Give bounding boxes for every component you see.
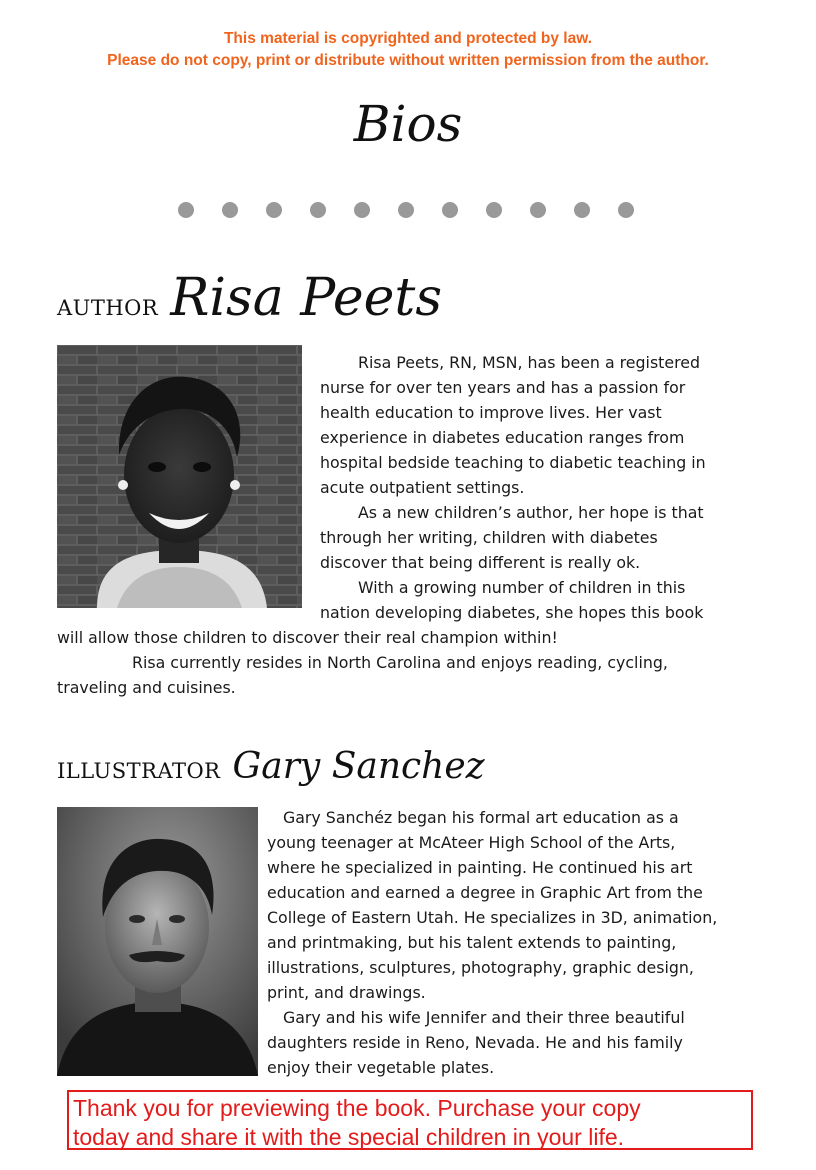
illustrator-heading <box>57 744 485 790</box>
illustrator-name: Gary Sanchez <box>232 746 485 787</box>
author-heading <box>57 266 442 330</box>
illustrator-bio-line: and printmaking, but his talent extends to painting, <box>267 933 677 952</box>
author-bio <box>320 350 760 625</box>
author-bio-line: nation developing diabetes, she hopes this book <box>320 603 704 622</box>
divider-dot <box>178 202 194 218</box>
page-title: Bios <box>353 95 463 153</box>
author-bio-line: experience in diabetes education ranges from <box>320 428 685 447</box>
illustrator-bio <box>267 805 767 1080</box>
divider-dot <box>618 202 634 218</box>
illustrator-portrait-image <box>57 807 258 1076</box>
illustrator-bio-line: where he specialized in painting. He continued his art <box>267 858 693 877</box>
illustrator-bio-line: print, and drawings. <box>267 983 426 1002</box>
illustrator-role-label: ILLUSTRATOR <box>57 759 221 783</box>
illustrator-bio-line: Gary Sanchéz began his formal art education as a <box>283 808 679 827</box>
divider-dot <box>354 202 370 218</box>
author-bio-line: acute outpatient settings. <box>320 478 525 497</box>
author-bio-line: As a new children’s author, her hope is that <box>358 503 704 522</box>
preview-notice-line-2: today and share it with the special children in your life. <box>73 1124 625 1150</box>
author-bio-line: discover that being different is really ok. <box>320 553 641 572</box>
divider-dot <box>398 202 414 218</box>
author-bio-line: Risa Peets, RN, MSN, has been a registered <box>358 353 700 372</box>
author-bio-line: hospital bedside teaching to diabetic teaching in <box>320 453 706 472</box>
divider-dot <box>266 202 282 218</box>
illustrator-photo <box>57 807 258 1076</box>
illustrator-bio-line: illustrations, sculptures, photography, graphic design, <box>267 958 694 977</box>
author-name: Risa Peets <box>170 268 442 328</box>
illustrator-bio-line: enjoy their vegetable plates. <box>267 1058 495 1077</box>
illustrator-bio-line: College of Eastern Utah. He specializes in 3D, animation, <box>267 908 718 927</box>
author-portrait-image <box>57 345 302 608</box>
copyright-notice <box>0 28 816 72</box>
divider-dot <box>486 202 502 218</box>
author-photo <box>57 345 302 608</box>
illustrator-bio-line: daughters reside in Reno, Nevada. He and his family <box>267 1033 683 1052</box>
preview-notice-box <box>67 1090 753 1150</box>
author-role-label: AUTHOR <box>57 296 159 320</box>
divider-dot <box>530 202 546 218</box>
dot-divider <box>178 202 638 220</box>
divider-dot <box>442 202 458 218</box>
author-bio-line: traveling and cuisines. <box>57 678 236 697</box>
author-bio-line: nurse for over ten years and has a passion for <box>320 378 686 397</box>
author-bio-line: Risa currently resides in North Carolina and enjoys reading, cycling, <box>132 653 668 672</box>
author-bio-continued <box>57 625 757 700</box>
author-bio-line: With a growing number of children in this <box>358 578 686 597</box>
illustrator-bio-line: Gary and his wife Jennifer and their three beautiful <box>283 1008 685 1027</box>
divider-dot <box>310 202 326 218</box>
author-bio-line: through her writing, children with diabetes <box>320 528 658 547</box>
divider-dot <box>574 202 590 218</box>
copyright-line-1: This material is copyrighted and protected by law. <box>223 30 593 47</box>
author-bio-line: will allow those children to discover their real champion within! <box>57 628 558 647</box>
copyright-line-2: Please do not copy, print or distribute without written permission from the author. <box>107 52 709 69</box>
preview-notice-line-1: Thank you for previewing the book. Purchase your copy <box>73 1095 641 1121</box>
illustrator-bio-line: education and earned a degree in Graphic Art from the <box>267 883 703 902</box>
author-bio-line: health education to improve lives. Her vast <box>320 403 662 422</box>
illustrator-bio-line: young teenager at McAteer High School of the Arts, <box>267 833 676 852</box>
divider-dot <box>222 202 238 218</box>
